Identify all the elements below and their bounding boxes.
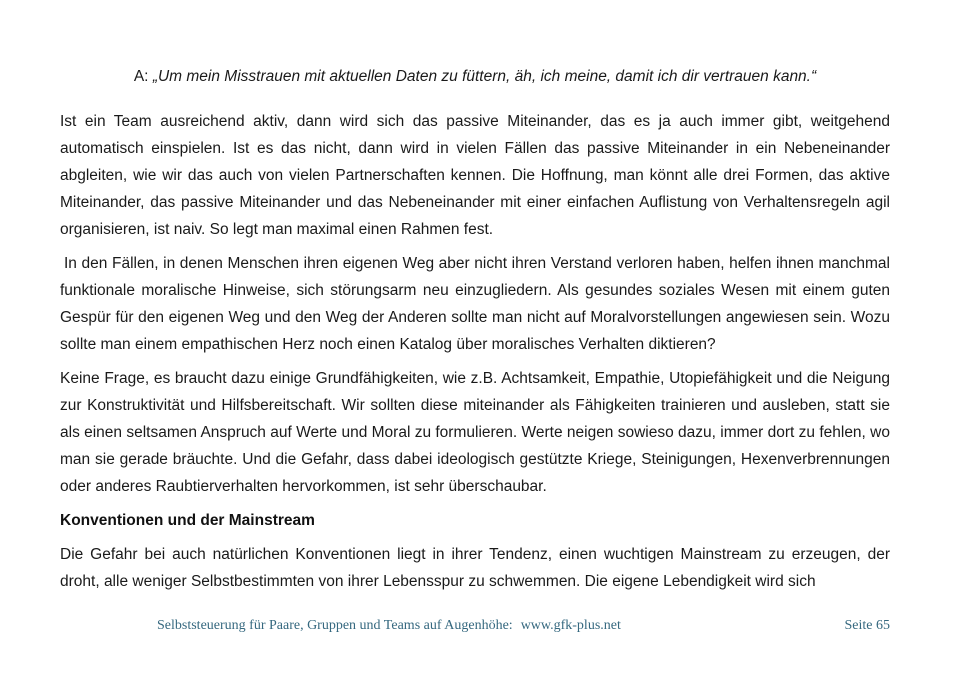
dialogue-quote	[60, 66, 890, 88]
quote-text: „Um mein Misstrauen mit aktuellen Daten zu füttern, äh, ich meine, damit ich dir vertrauen kann.“	[152, 68, 817, 85]
footer-title-text: Selbststeuerung für Paare, Gruppen und Teams auf Augenhöhe:	[157, 618, 513, 633]
page-footer	[60, 617, 890, 635]
section-heading: Konventionen und der Mainstream	[60, 512, 315, 529]
footer-document-title	[157, 617, 621, 635]
body-paragraph: In den Fällen, in denen Menschen ihren eigenen Weg aber nicht ihren Verstand verloren haben, helfen ihnen manchmal funktionale moralische Hinweise, sich störungsarm neu einzugliedern. Als gesundes soziales Wesen mit einem guten Gespür für den eigenen Weg und den Weg der Anderen sollte man nicht auf Moralvorstellungen angewiesen sein. Wozu sollte man einem empathischen Herz noch einen Katalog über moralisches Verhalten diktieren?	[60, 255, 890, 353]
body-paragraph: Keine Frage, es braucht dazu einige Grundfähigkeiten, wie z.B. Achtsamkeit, Empathie, Utopiefähigkeit und die Neigung zur Konstruktivität und Hilfsbereitschaft. Wir sollten diese miteinander als Fähigkeiten trainieren und ausleben, statt sie als einen seltsamen Anspruch auf Werte und Moral zu formulieren. Werte neigen sowieso dazu, immer dort zu fehlen, wo man sie gerade bräuchte. Und die Gefahr, dass dabei ideologisch gestützte Kriege, Steinigungen, Hexenverbrennungen oder anderes Raubtierverhalten hervorkommen, ist sehr überschaubar.	[60, 370, 890, 495]
page-number: Seite 65	[844, 618, 890, 633]
quote-speaker: A:	[133, 68, 149, 85]
body-paragraph: Die Gefahr bei auch natürlichen Konventionen liegt in ihrer Tendenz, einen wuchtigen Mainstream zu erzeugen, der droht, alle weniger Selbstbestimmten von ihrer Lebensspur zu schwemmen. Die eigene Lebendigkeit wird sich	[60, 546, 890, 590]
footer-website-url[interactable]: www.gfk-plus.net	[520, 618, 621, 633]
page-content	[60, 66, 890, 602]
body-paragraph: Ist ein Team ausreichend aktiv, dann wird sich das passive Miteinander, das es ja auch immer gibt, weitgehend automatisch einspielen. Ist es das nicht, dann wird in vielen Fällen das passive Miteinander in ein Nebeneinander abgleiten, wie wir das auch von vielen Partnerschaften kennen. Die Hoffnung, man könnt alle drei Formen, das aktive Miteinander, das passive Miteinander und das Nebeneinander mit einer einfachen Auflistung von Verhaltensregeln agil organisieren, ist naiv. So legt man maximal einen Rahmen fest.	[60, 113, 890, 238]
